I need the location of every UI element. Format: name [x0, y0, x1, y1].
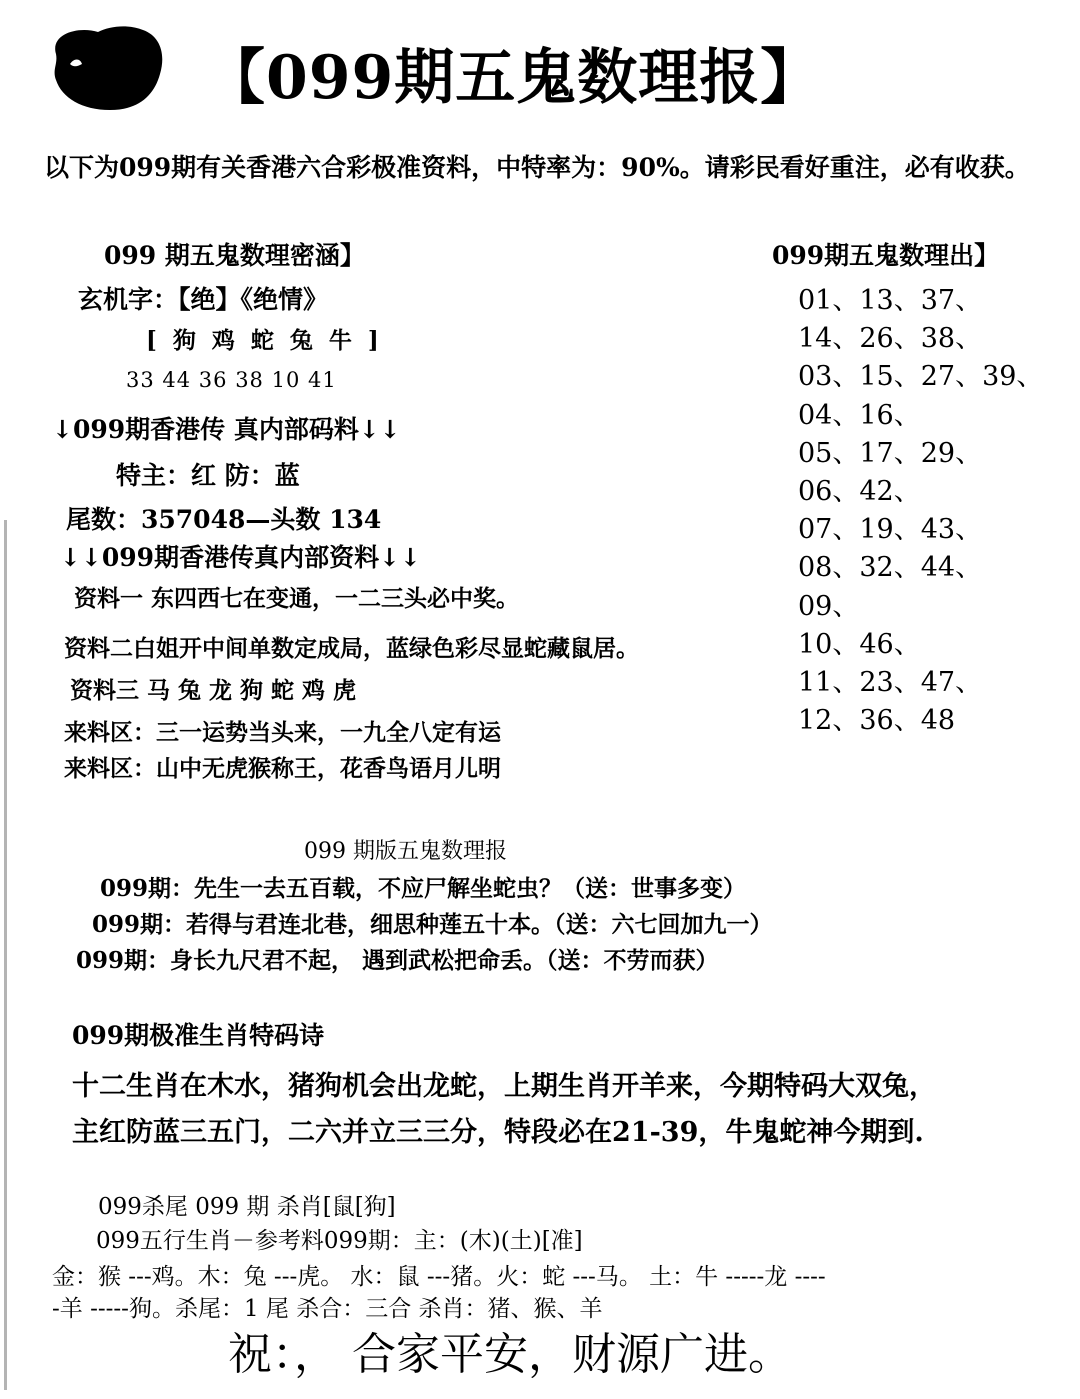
number-row: 06、42、	[798, 476, 921, 508]
number-row: 01、13、37、	[798, 285, 983, 316]
xuanji-line: 玄机字：【绝】《绝情》	[78, 285, 329, 314]
tezhu-line: 特主：红 防：蓝	[116, 461, 300, 490]
laiqu-1: 来料区：三一运势当头来，一九全八定有运	[64, 719, 501, 746]
poem-line-2: 主红防蓝三五门，二六并立三三分，特段必在21-39，牛鬼蛇神今期到.	[72, 1117, 924, 1148]
scan-edge-decoration	[0, 520, 14, 1390]
poem-heading: 099期极准生肖特码诗	[72, 1021, 325, 1050]
zodiac-numbers: 33 44 36 38 10 41	[126, 368, 337, 392]
right-heading: 099期五鬼数理出】	[772, 241, 1000, 270]
ink-blot-logo-icon	[48, 24, 166, 112]
ziliao-3: 资料三 马 兔 龙 狗 蛇 鸡 虎	[70, 677, 357, 704]
laiqu-2: 来料区：山中无虎猴称王，花香鸟语月儿明	[64, 755, 501, 782]
number-list	[798, 282, 1043, 740]
weishu-line: 尾数：357048—头数 134	[66, 505, 382, 534]
number-row: 14、26、38、	[798, 323, 983, 355]
number-row: 09、	[798, 590, 860, 622]
zodiac-line: [ 狗 鸡 蛇 兔 牛 ]	[146, 327, 383, 354]
number-row: 08、32、44、	[798, 552, 983, 584]
chuan-heading-1: ↓099期香港传 真内部码料↓↓	[52, 415, 401, 444]
riddles-heading: 099 期版五鬼数理报	[304, 839, 507, 864]
riddle-line: 099期：先生一去五百载，不应尸解坐蛇虫？（送：世事多变）	[100, 875, 747, 902]
wuxing-line: 099五行生肖－参考料099期：主：(木)(土)[准]	[96, 1228, 583, 1254]
intro-text: 以下为099期有关香港六合彩极准资料，中特率为：90%。请彩民看好重注，必有收获。	[44, 153, 1030, 182]
sha-line: 099杀尾 099 期 杀肖[鼠[狗]	[98, 1194, 396, 1220]
number-row: 07、19、43、	[798, 514, 983, 546]
number-row: 12、36、48	[798, 705, 956, 737]
number-row: 04、16、	[798, 399, 921, 431]
number-row: 03、15、27、39、	[798, 361, 1044, 393]
chuan-heading-2: ↓↓099期香港传真内部资料↓↓	[60, 543, 421, 572]
riddle-line: 099期：若得与君连北巷，细思种莲五十本。（送：六七回加九一）	[92, 911, 773, 938]
elements-line-1: 金：猴 ---鸡。木：兔 ---虎。 水：鼠 ---猪。火：蛇 ---马。 土：牛 -----龙 ----	[52, 1264, 826, 1290]
number-row: 11、23、47、	[798, 667, 983, 699]
number-row: 10、46、	[798, 628, 921, 660]
page-title: 【099期五鬼数理报】	[205, 43, 822, 113]
elements-line-2: -羊 -----狗。杀尾：1 尾 杀合：三合 杀肖：猪、猴、羊	[52, 1296, 603, 1322]
number-row: 05、17、29、	[798, 437, 983, 469]
ziliao-1: 资料一 东四西七在变通，一二三头必中奖。	[74, 585, 520, 612]
closing-blessing: 祝：， 合家平安，财源广进。	[228, 1329, 792, 1380]
ziliao-2: 资料二白姐开中间单数定成局，蓝绿色彩尽显蛇藏鼠居。	[64, 635, 639, 662]
left-heading: 099 期五鬼数理密涵】	[104, 241, 365, 270]
riddle-line: 099期：身长九尺君不起， 遇到武松把命丢。（送：不劳而获）	[76, 947, 719, 974]
poem-line-1: 十二生肖在木水，猪狗机会出龙蛇，上期生肖开羊来，今期特码大双兔，	[72, 1071, 936, 1102]
